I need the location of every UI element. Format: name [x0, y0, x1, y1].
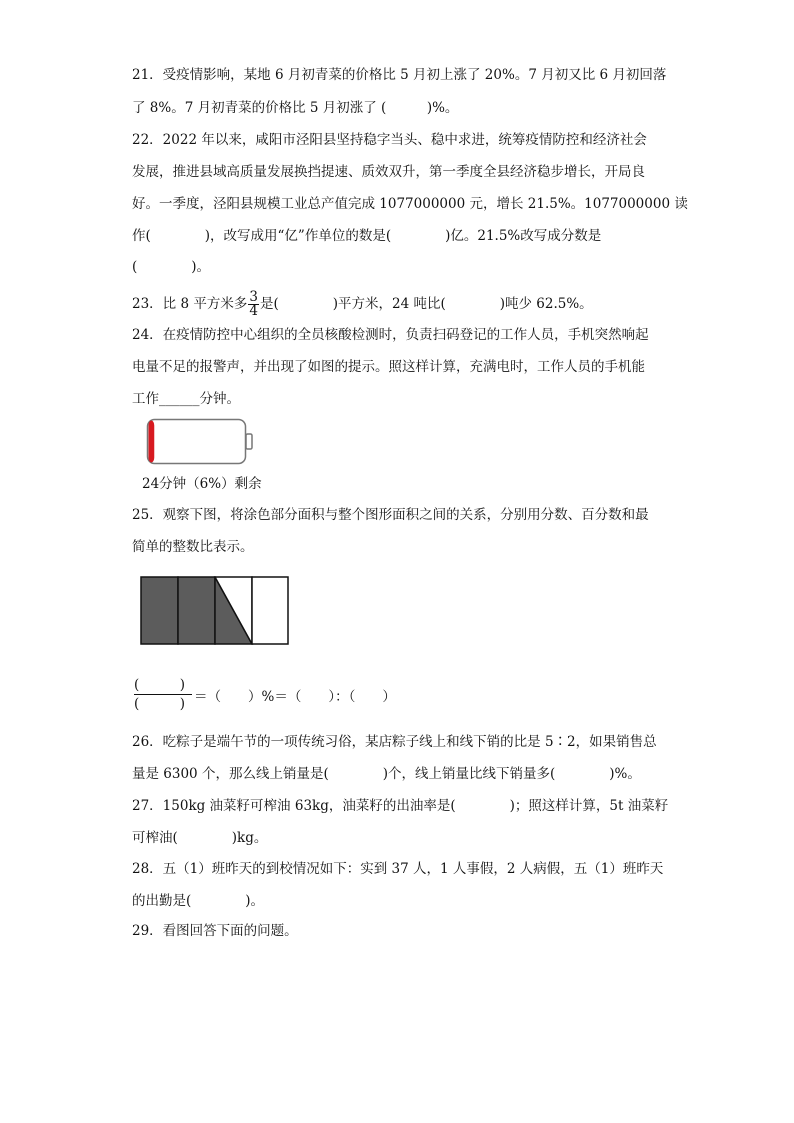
- q25-answer-rest: ＝（ ）%＝（ ）：（ ）: [194, 689, 396, 705]
- q23-frac-numerator: 3: [249, 289, 258, 305]
- q25-fraction-numerator-blank: ( ): [134, 677, 186, 693]
- q23-line: [132, 291, 593, 318]
- battery-body: [148, 420, 246, 464]
- battery-caption: 24分钟（6%）剩余: [142, 476, 262, 492]
- q23-fraction: [248, 291, 259, 318]
- q24-line-2: 电量不足的报警声，并出现了如图的提示。照这样计算，充满电时，工作人员的手机能: [132, 359, 645, 375]
- unshaded-part: [252, 577, 288, 644]
- q25-line-2: 简单的整数比表示。: [132, 539, 254, 555]
- shaded-part-2: [178, 577, 215, 644]
- q25-line-1: 25．观察下图，将涂色部分面积与整个图形面积之间的关系，分别用分数、百分数和最: [132, 507, 649, 523]
- q23-text-before: 23．比 8 平方米多: [132, 296, 248, 312]
- q27-line-2: 可榨油( )kg。: [132, 830, 268, 846]
- shaded-rectangle-figure: [140, 576, 290, 646]
- q22-line-3: 好。一季度，泾阳县规模工业总产值完成 1077000000 元，增长 21.5%。1077000000 读: [132, 196, 688, 212]
- battery-icon: [146, 418, 258, 466]
- q26-line-1: 26．吃粽子是端午节的一项传统习俗，某店粽子线上和线下销的比是 5∶2，如果销售总: [132, 734, 657, 750]
- shaded-part-1: [141, 577, 178, 644]
- q28-line-1: 28．五（1）班昨天的到校情况如下：实到 37 人，1 人事假，2 人病假，五（1）班昨天: [132, 861, 664, 877]
- q22-line-1: 22．2022 年以来，咸阳市泾阳县坚持稳字当头、稳中求进，统筹疫情防控和经济社会: [132, 132, 647, 148]
- q25-fraction-denominator-blank: ( ): [134, 696, 186, 712]
- q24-line-1: 24．在疫情防控中心组织的全员核酸检测时，负责扫码登记的工作人员，手机突然响起: [132, 327, 649, 343]
- q21-line-1: 21．受疫情影响，某地 6 月初青菜的价格比 5 月初上涨了 20%。7 月初又比 6 月初回落: [132, 67, 667, 83]
- q26-line-2: 量是 6300 个，那么线上销量是( )个，线上销量比线下销量多( )%。: [132, 766, 641, 782]
- q23-frac-denominator: 4: [249, 303, 258, 319]
- q22-line-4: 作( )，改写成用“亿”作单位的数是( )亿。21.5%改写成分数是: [132, 228, 602, 244]
- battery-charge-level: [149, 421, 155, 463]
- q22-line-2: 发展，推进县域高质量发展换挡提速、质效双升，第一季度全县经济稳步增长，开局良: [132, 164, 645, 180]
- q24-line-3: 工作______分钟。: [132, 391, 240, 407]
- q21-line-2: 了 8%。7 月初青菜的价格比 5 月初涨了 ( )%。: [132, 100, 459, 116]
- q25-answer-fraction: [134, 676, 194, 713]
- q22-line-5: ( )。: [132, 259, 211, 275]
- q28-line-2: 的出勤是( )。: [132, 893, 265, 909]
- q29-line-1: 29．看图回答下面的问题。: [132, 923, 298, 939]
- battery-terminal: [246, 434, 252, 449]
- q27-line-1: 27．150kg 油菜籽可榨油 63kg，油菜籽的出油率是( )；照这样计算，5t 油菜籽: [132, 798, 669, 814]
- q23-text-after: 是( )平方米，24 吨比( )吨少 62.5%。: [259, 296, 593, 312]
